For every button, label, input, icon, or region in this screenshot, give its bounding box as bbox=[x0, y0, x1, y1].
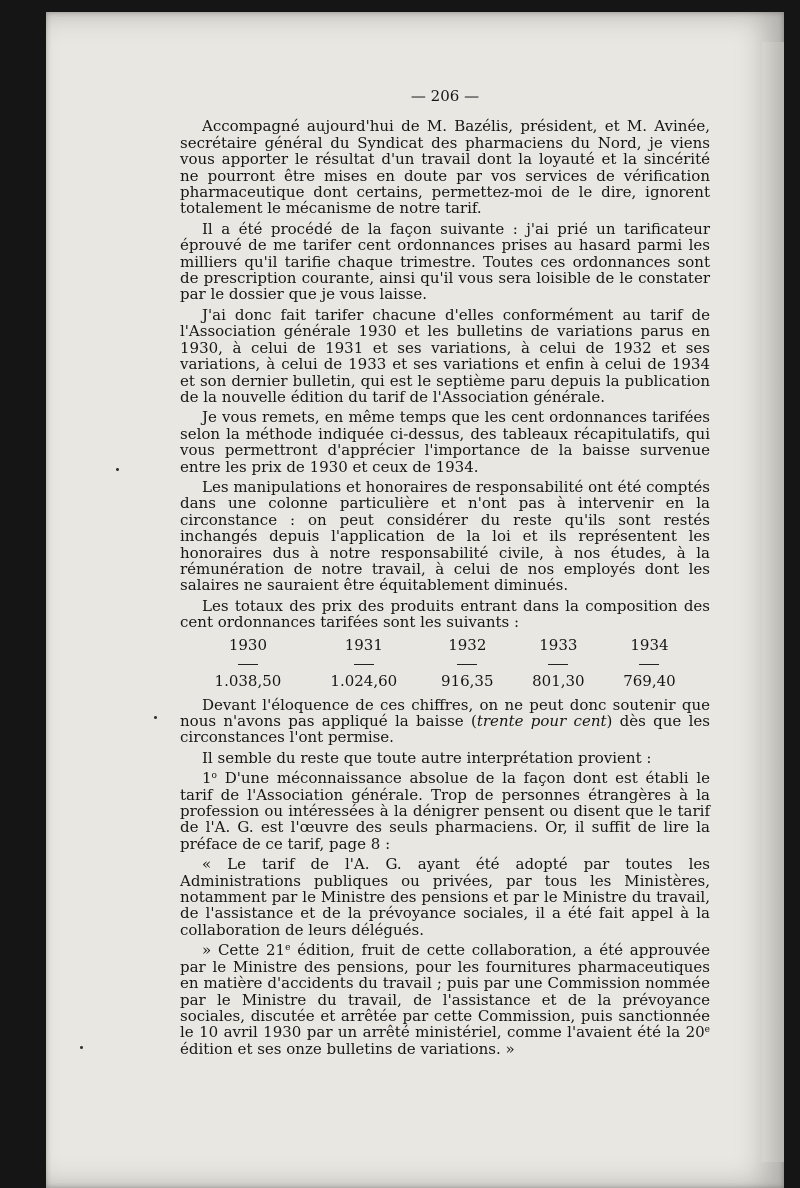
year-cell: 1934 bbox=[630, 636, 669, 655]
totals-year-row bbox=[190, 637, 695, 655]
value-cell: 769,40 bbox=[623, 672, 676, 691]
year-cell: 1931 bbox=[344, 636, 383, 655]
emphasis-trente-pour-cent: trente pour cent bbox=[476, 712, 607, 730]
ink-speck bbox=[80, 1046, 83, 1049]
paragraph-remets: Je vous remets, en même temps que les cent ordonnances tarifées selon la méthode indiquée ci-dessus, des tableaux récapitulatifs, qui vous permettront d'apprécier l'importance de la baisse survenue entre les prix de 1930 et ceux de 1934. bbox=[180, 408, 710, 476]
quote-paragraph-2: » Cette 21e édition, fruit de cette collaboration, a été approuvée par le Ministre des pensions, pour les fournitures pharmaceutiques en matière d'accidents du travail ; puis par une Commission nommée par le Ministre du travail, de l'assistance et de la prévoyance sociales, discutée et arrêtée par cette Commission, puis sanctionnée le 10 avril 1930 par un arrêté ministériel, comme l'avaient été la 20e édition et ses onze bulletins de variations. » bbox=[180, 941, 710, 1058]
totals-table bbox=[190, 637, 695, 691]
totals-dash-row bbox=[190, 655, 695, 673]
paragraph-point-1: 1$^o$ D'une méconnaissance absolue de la façon dont est établi le tarif de l'Association générale. Trop de personnes étrangères à la profession ou intéressées à la dénigrer pensent ou disent que le tarif de l'A. G. est l'œuvre des seuls pharmaciens. Or, il suffit de lire la préface de ce tarif, page 8 : bbox=[180, 769, 710, 853]
page-edge-shadow bbox=[762, 42, 784, 1162]
paragraph-totaux: Les totaux des prix des produits entrant dans la composition des cent ordonnances tarifées sont les suivants : bbox=[180, 596, 710, 632]
year-cell: 1930 bbox=[228, 636, 268, 655]
value-cell: 1.038,50 bbox=[214, 672, 282, 691]
paragraph-semble: Il semble du reste que toute autre interprétation provient : bbox=[202, 748, 652, 767]
dash-separator bbox=[548, 664, 568, 665]
paragraph-tarifer: J'ai donc fait tarifer chacune d'elles conformément au tarif de l'Association générale 1930 et les bulletins de variations parus en 1930, à celui de 1931 et ses variations, à celui de 1932 et ses variations, à celui de 1933 et ses variations et enfin à celui de 1934 et son dernier bulletin, qui est le septième paru depuis la publication de la nouvelle édition du tarif de l'Association générale. bbox=[180, 305, 710, 406]
quote-paragraph-1: « Le tarif de l'A. G. ayant été adopté par toutes les Administrations publiques ou privées, par tous les Ministères, notamment par le Ministre des pensions et par le Ministre du travail, de l'assistance et de la prévoyance sociales, il a été fait appel à la collaboration de leurs délégués. bbox=[180, 855, 710, 939]
ink-speck bbox=[154, 716, 157, 719]
dash-separator bbox=[639, 664, 659, 665]
page-number: — 206 — bbox=[410, 87, 480, 105]
paragraph-procede: Il a été procédé de la façon suivante : j'ai prié un tarificateur éprouvé de me tarifer cent ordonnances prises au hasard parmi les milliers qu'il tarifie chaque trimestre. Toutes ces ordonnances sont de prescription courante, ainsi qu'il vous sera loisible de le constater par le dossier que je vous laisse. bbox=[180, 219, 710, 304]
value-cell: 801,30 bbox=[532, 672, 585, 691]
ink-speck bbox=[116, 468, 119, 471]
year-cell: 1932 bbox=[448, 636, 487, 655]
dash-separator bbox=[354, 664, 374, 665]
paragraph-manipulations: Les manipulations et honoraires de responsabilité ont été comptés dans une colonne particulière et n'ont pas à intervenir en la circonstance : on peut considérer du reste qu'ils sont restés inchangés depuis l'application de la loi et ils représentent les honoraires dus à notre responsabilité civile, à nos études, à la rémunération de notre travail, à celui de nos employés dont les salaires ne sauraient être équitablement diminués. bbox=[180, 477, 710, 595]
value-cell: 916,35 bbox=[441, 672, 494, 691]
paragraph-devant: Devant l'éloquence de ces chiffres, on ne peut donc soutenir que nous n'avons pas appliqué la baisse (trente pour cent) dès que les circonstances l'ont permise. bbox=[180, 695, 710, 747]
dash-separator bbox=[457, 664, 477, 665]
year-cell: 1933 bbox=[539, 636, 578, 655]
paragraph-accompagne: Accompagné aujourd'hui de M. Bazélis, président, et M. Avinée, secrétaire général du Syndicat des pharmaciens du Nord, je viens vous apporter le résultat d'un travail dont la loyauté et la sincérité ne pourront être mises en doute par vos services de vérification pharmaceutique dont certains, permettez-moi de le dire, ignorent totalement le mécanisme de notre tarif. bbox=[180, 117, 710, 218]
dash-separator bbox=[238, 664, 258, 665]
totals-value-row bbox=[190, 673, 695, 691]
document-body bbox=[180, 88, 710, 1057]
value-cell: 1.024,60 bbox=[330, 672, 398, 691]
